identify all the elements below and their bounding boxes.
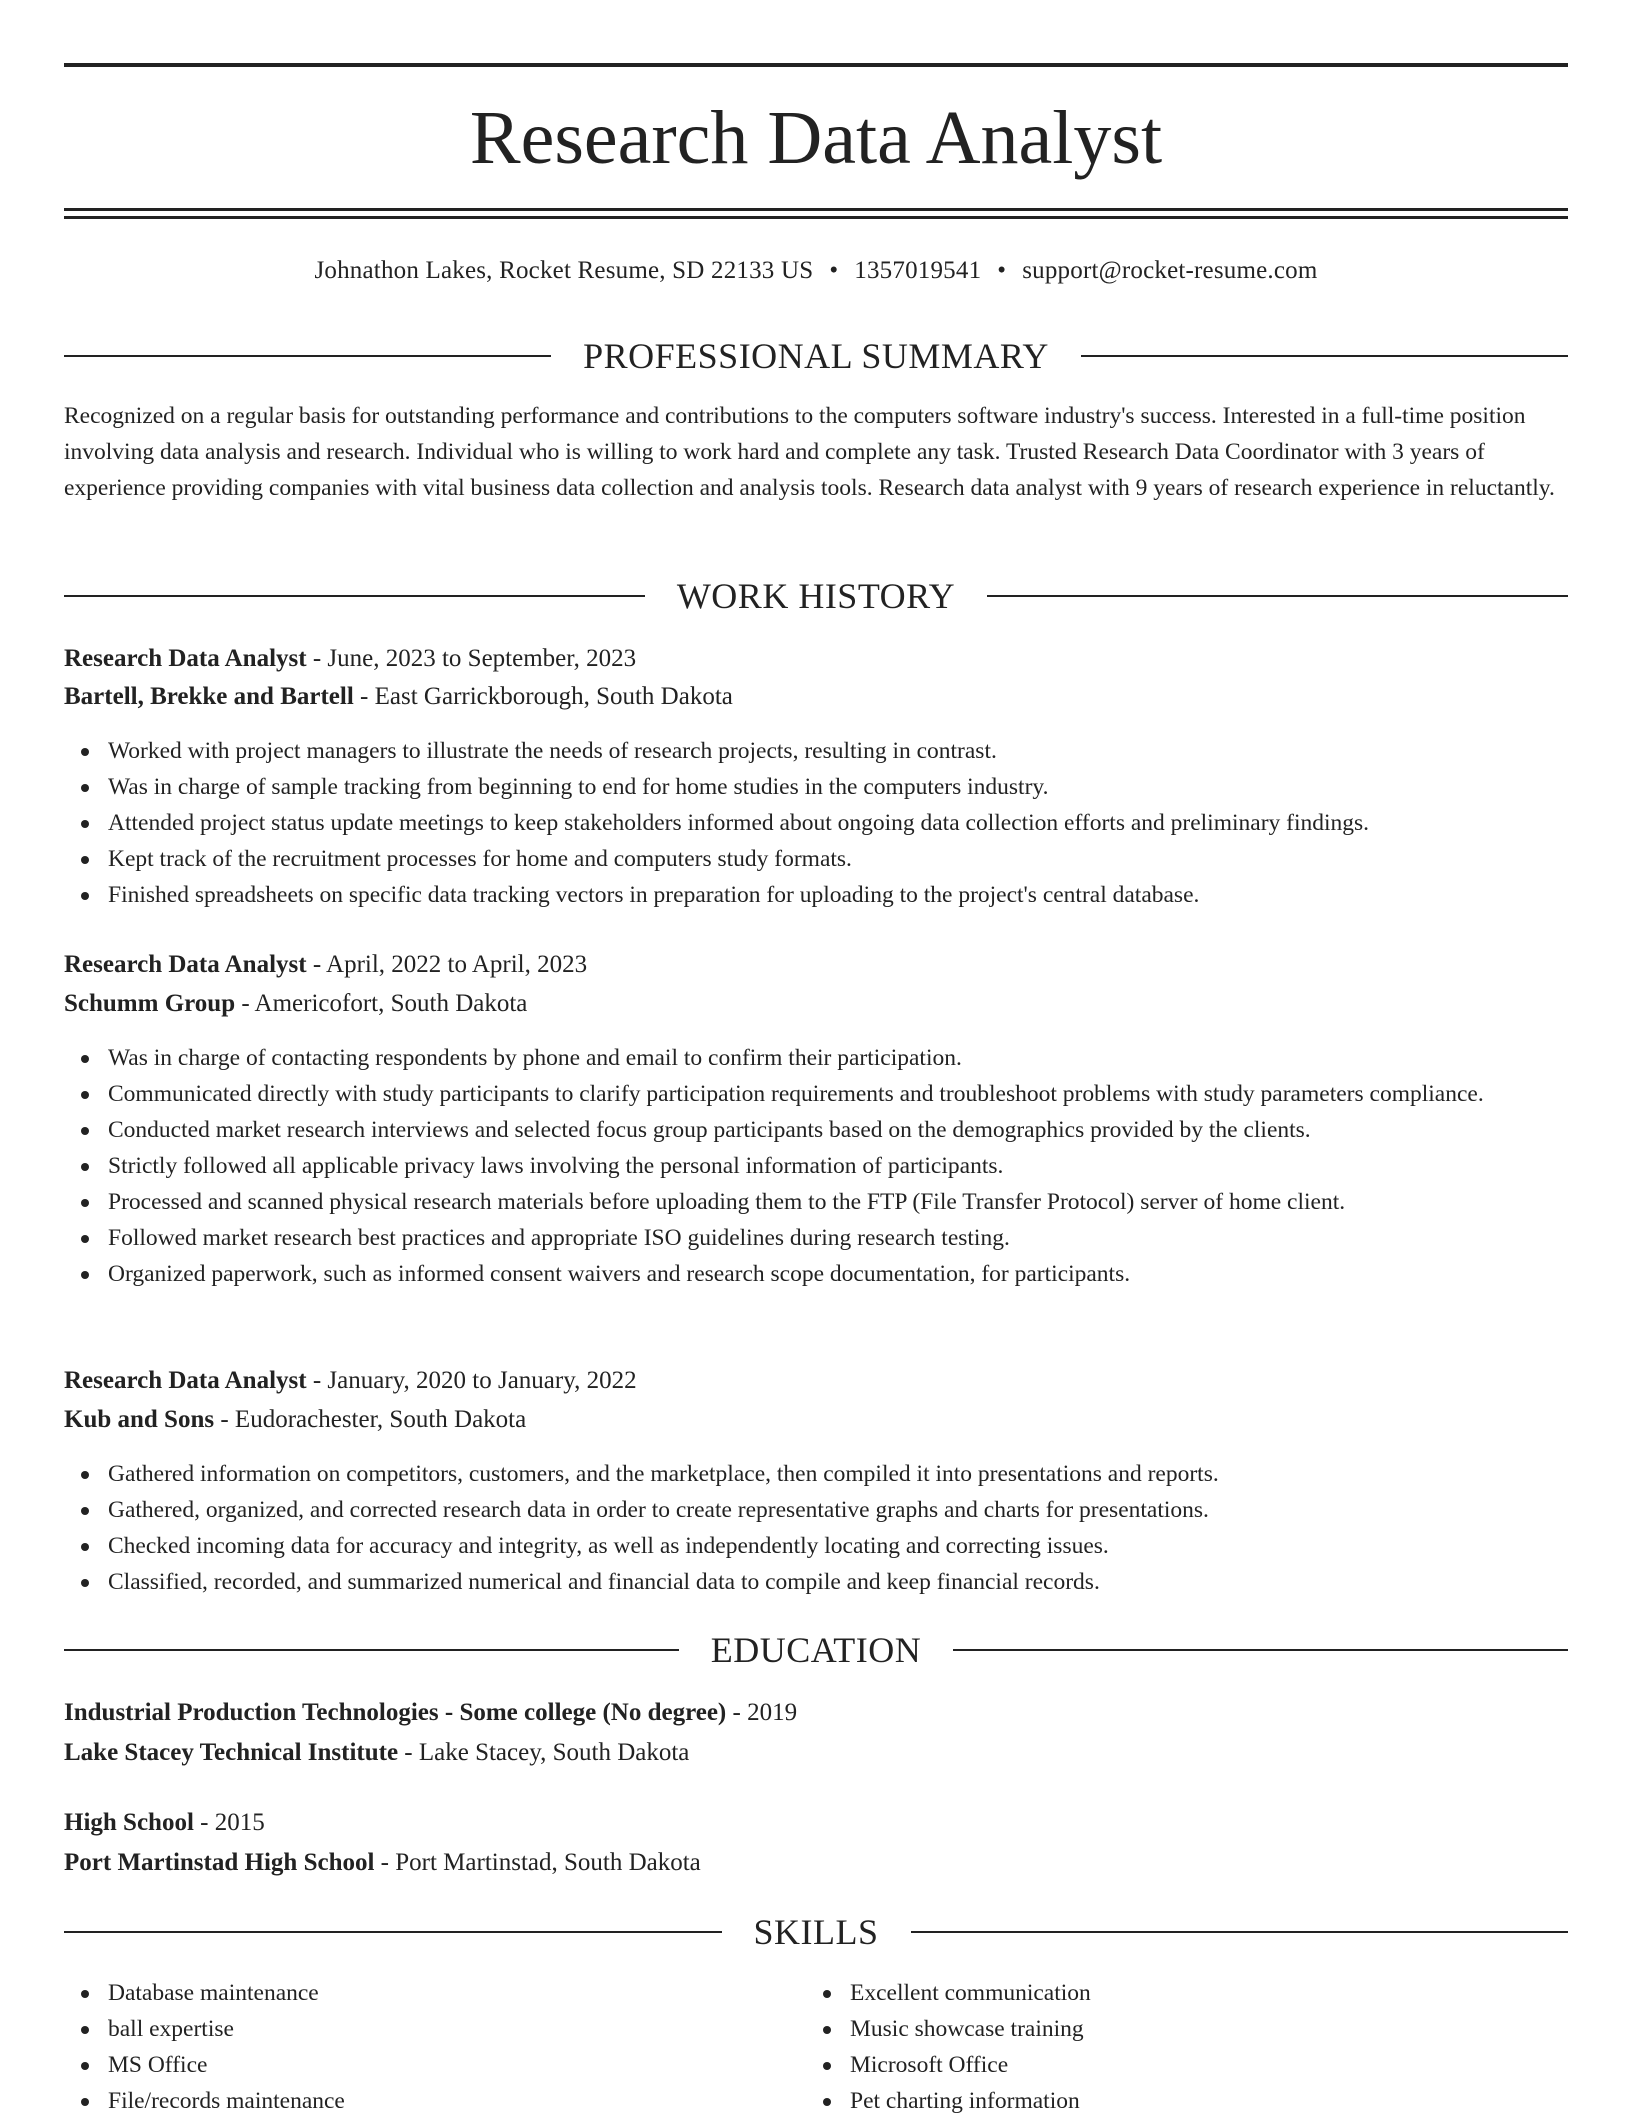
contact-line <box>64 253 1568 289</box>
job-bullet: Kept track of the recruitment processes for home and computers study formats. <box>108 841 1568 877</box>
job-bullet: Conducted market research interviews and selected focus group participants based on the demographics provided by the clients. <box>108 1112 1568 1148</box>
job-location: - Eudorachester, South Dakota <box>214 1406 527 1433</box>
job-dates: - January, 2020 to January, 2022 <box>306 1367 637 1394</box>
job-title-line <box>64 1363 637 1399</box>
job-bullet: Communicated directly with study participants to clarify participation requirements and troubleshoot problems with study parameters compliance. <box>108 1076 1568 1112</box>
job-company-line <box>64 986 527 1022</box>
skill-item: Pet charting information <box>850 2083 1490 2119</box>
job-location: - East Garrickborough, South Dakota <box>353 683 733 710</box>
education-school: Port Martinstad High School <box>64 1849 375 1876</box>
job-dates: - June, 2023 to September, 2023 <box>306 645 637 672</box>
job-company: Bartell, Brekke and Bartell <box>64 683 354 710</box>
contact-separator: • <box>997 257 1007 284</box>
job-title: Research Data Analyst <box>64 1367 307 1394</box>
contact-separator: • <box>829 257 839 284</box>
section-heading-summary <box>64 334 1568 378</box>
title-rule-upper <box>64 208 1568 211</box>
job-bullet: Strictly followed all applicable privacy laws involving the personal information of participants. <box>108 1148 1568 1184</box>
heading-rule <box>987 595 1568 597</box>
summary-text: Recognized on a regular basis for outstanding performance and contributions to the computers software industry's success. Interested in a full-time position involving data analysis and research. Individual who is willing to work hard and complete any task. Trusted Research Data Coordinator with 3 years of experience providing companies with vital business data collection and analysis tools. Research data analyst with 9 years of research experience in reluctantly. <box>64 403 1555 501</box>
job-location: - Americofort, South Dakota <box>235 990 528 1017</box>
job-bullets <box>64 733 1568 913</box>
job-bullet: Organized paperwork, such as informed consent waivers and research scope documentation, for participants. <box>108 1256 1568 1292</box>
heading-rule <box>64 1649 679 1651</box>
heading-rule <box>64 595 645 597</box>
job-company: Schumm Group <box>64 990 236 1017</box>
skill-item: ball expertise <box>108 2011 748 2047</box>
skill-item: MS Office <box>108 2047 748 2083</box>
education-degree-line <box>64 1805 265 1841</box>
skills-list-left <box>64 1975 748 2119</box>
section-heading-skills <box>64 1910 1568 1954</box>
education-degree: Industrial Production Technologies - Some college (No degree) <box>64 1699 727 1726</box>
resume-title: Research Data Analyst <box>469 96 1163 180</box>
section-heading-label: WORK HISTORY <box>676 576 956 616</box>
job-bullet: Followed market research best practices and appropriate ISO guidelines during research testing. <box>108 1220 1568 1256</box>
heading-rule <box>64 355 551 357</box>
section-heading-education <box>64 1628 1568 1672</box>
job-bullet: Was in charge of contacting respondents by phone and email to confirm their participation. <box>108 1040 1568 1076</box>
education-year: - 2015 <box>193 1809 265 1836</box>
education-school-line <box>64 1735 689 1771</box>
top-rule <box>64 63 1568 67</box>
title-rule-lower <box>64 216 1568 219</box>
job-title-line <box>64 641 636 677</box>
heading-rule <box>911 1931 1569 1933</box>
contact-phone: 1357019541 <box>854 257 982 284</box>
job-bullet: Finished spreadsheets on specific data tracking vectors in preparation for uploading to the project's central database. <box>108 877 1568 913</box>
skill-item: File/records maintenance <box>108 2083 748 2119</box>
section-heading-label: SKILLS <box>753 1912 879 1952</box>
heading-rule <box>64 1931 722 1933</box>
job-bullet: Processed and scanned physical research materials before uploading them to the FTP (File Transfer Protocol) server of home client. <box>108 1184 1568 1220</box>
contact-email: support@rocket-resume.com <box>1022 257 1318 284</box>
job-bullet: Gathered information on competitors, customers, and the marketplace, then compiled it into presentations and reports. <box>108 1456 1568 1492</box>
skills-list-right <box>806 1975 1490 2119</box>
job-company-line <box>64 679 733 715</box>
education-location: - Lake Stacey, South Dakota <box>398 1739 690 1766</box>
section-heading-label: EDUCATION <box>710 1630 922 1670</box>
job-bullets <box>64 1456 1568 1600</box>
job-company: Kub and Sons <box>64 1406 215 1433</box>
education-school: Lake Stacey Technical Institute <box>64 1739 399 1766</box>
education-school-line <box>64 1845 701 1881</box>
job-bullet: Checked incoming data for accuracy and integrity, as well as independently locating and correcting issues. <box>108 1528 1568 1564</box>
education-degree-line <box>64 1695 797 1731</box>
job-bullet: Classified, recorded, and summarized numerical and financial data to compile and keep financial records. <box>108 1564 1568 1600</box>
contact-address: Johnathon Lakes, Rocket Resume, SD 22133 US <box>314 257 814 284</box>
job-bullet: Attended project status update meetings to keep stakeholders informed about ongoing data collection efforts and preliminary findings. <box>108 805 1568 841</box>
job-title-line <box>64 947 587 983</box>
job-bullets <box>64 1040 1568 1292</box>
heading-rule <box>953 1649 1568 1651</box>
job-title: Research Data Analyst <box>64 645 307 672</box>
education-location: - Port Martinstad, South Dakota <box>374 1849 701 1876</box>
job-bullet: Gathered, organized, and corrected research data in order to create representative graphs and charts for presentations. <box>108 1492 1568 1528</box>
heading-rule <box>1081 355 1568 357</box>
job-dates: - April, 2022 to April, 2023 <box>306 951 588 978</box>
skill-item: Database maintenance <box>108 1975 748 2011</box>
job-bullet: Was in charge of sample tracking from beginning to end for home studies in the computers industry. <box>108 769 1568 805</box>
job-bullet: Worked with project managers to illustrate the needs of research projects, resulting in contrast. <box>108 733 1568 769</box>
section-heading-work <box>64 574 1568 618</box>
job-company-line <box>64 1402 526 1438</box>
section-heading-label: PROFESSIONAL SUMMARY <box>583 336 1049 376</box>
skill-item: Microsoft Office <box>850 2047 1490 2083</box>
education-year: - 2019 <box>726 1699 798 1726</box>
job-title: Research Data Analyst <box>64 951 307 978</box>
education-degree: High School <box>64 1809 194 1836</box>
skill-item: Music showcase training <box>850 2011 1490 2047</box>
skill-item: Excellent communication <box>850 1975 1490 2011</box>
